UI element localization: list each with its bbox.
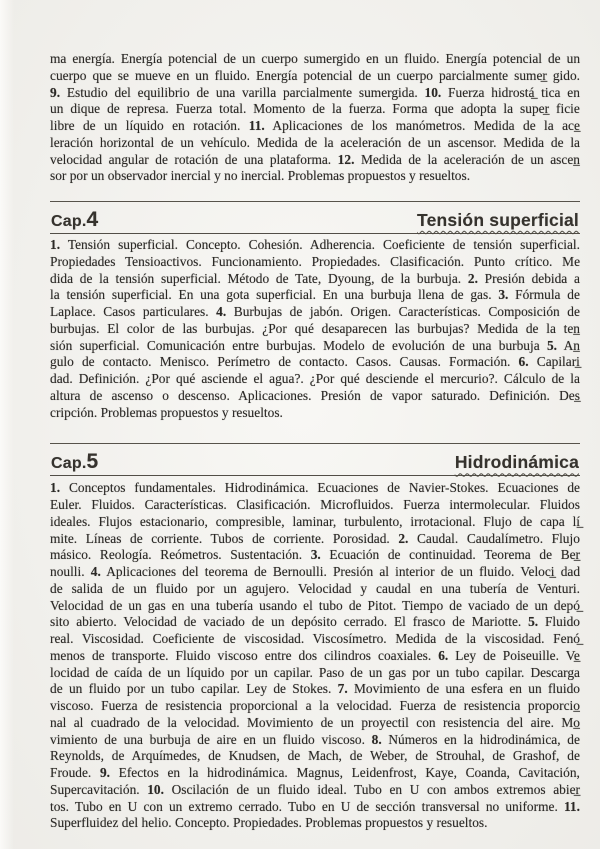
text-line: sito abierto. Velocidad de vaciado de un depósito cerrado. El frasco de Mariotte. 5. Fluido [50,614,580,630]
text-line: mite. Líneas de corriente. Tubos de corriente. Porosidad. 2. Caudal. Caudalímetro. Flujo [50,530,580,546]
text-line: real. Viscosidad. Coeficiente de viscosidad. Viscosímetro. Medida de la viscosidad. Fenó̲ [50,631,580,646]
text-line: tos. Tubo en U con un extremo cerrado. Tubo en U de sección transversal no uniforme. 11. [50,798,580,814]
text-line: locidad de caída de un líquido por un capilar. Paso de un gas por un tubo capilar. Descarga [50,664,581,680]
text-line: menos de transporte. Fluido viscoso entre dos cilindros coaxiales. 6. Ley de Poiseuille. Ve̲ [50,647,580,663]
text-line: 9. Estudio del equilibrio de una varilla parcialmente sumergida. 10. Fuerza hidrostá̲ tica en [50,84,580,100]
text-line: libre de un líquido en rotación. 11. Aplicaciones de los manómetros. Medida de la ace̲ [50,118,580,133]
text-line: sor por un observador inercial y no inercial. Problemas propuestos y resueltos. [50,168,471,184]
text-line: leración horizontal de un vehículo. Medida de la aceleración de un ascensor. Medida de la [50,134,580,150]
text-line: de salida de un fluido por un agujero. Velocidad y caudal en una tubería de Venturi. [50,580,581,596]
chapter-4-paragraph [50,237,580,421]
chapter-5-header [50,443,580,476]
chapter-5-title: Hidrodinámica [454,452,579,473]
chapter-number: 4 [86,208,99,231]
chapter-label-text: Cap. [51,455,87,473]
text-line: másico. Reología. Reómetros. Sustentación. 3. Ecuación de continuidad. Teorema de Ber̲ [50,547,581,563]
chapter-number: 5 [86,450,99,474]
text-line: nal al cuadrado de la velocidad. Movimiento de un proyectil con resistencia del aire. Mo̲ [50,714,580,730]
text-line: Euler. Fluidos. Características. Clasificación. Microfluidos. Fuerza intermolecular. Fluidos [50,497,580,512]
text-line: altura de ascenso o descenso. Aplicaciones. Presión de vapor saturado. Definición. Des̲ [50,387,580,403]
intro-paragraph-lines [50,51,580,185]
chapter-5-paragraph [50,480,580,832]
text-line: ideales. Flujos estacionario, compresible, laminar, turbulento, irrotacional. Flujo de capa lí̲ [50,513,581,529]
chapter-4-label [51,208,98,232]
text-line: noulli. 4. Aplicaciones del teorema de Bernoulli. Presión al interior de un fluido. Veloci̲ dad [50,564,581,579]
intro-paragraph [50,51,580,185]
text-line: vimiento de una burbuja de aire en un fluido viscoso. 8. Números en la hidrodinámica, de [50,731,580,747]
text-line: viscoso. Fuerza de resistencia proporcional a la velocidad. Fuerza de resistencia proporcio̲ [50,698,580,713]
text-line: velocidad angular de rotación de una plataforma. 12. Medida de la aceleración de un ascen̲ [50,151,580,167]
text-line: 1. Tensión superficial. Concepto. Cohesión. Adherencia. Coeficiente de tensión superficial. [50,237,580,252]
text-line: la tensión superficial. En una gota superficial. En una burbuja llena de gas. 3. Fórmula de [50,287,580,303]
chapter-5-label [51,450,98,474]
text-line: cuerpo que se mueve en un fluido. Energía potencial de un cuerpo parcialmente sumer̲ gido. [50,67,581,83]
text-line: sión superficial. Comunicación entre burbujas. Modelo de evolución de una burbuja 5. An̲ [50,337,580,353]
chapter-4-section [50,201,580,421]
text-line: burbujas. El color de las burbujas. ¿Por qué desaparecen las burbujas? Medida de la ten̲ [50,320,580,336]
text-line: Superfluidez del helio. Concepto. Propiedades. Problemas propuestos y resueltos. [50,815,488,831]
text-line: Froude. 9. Efectos en la hidrodinámica. Magnus, Leidenfrost, Kaye, Coanda, Cavitación, [50,765,580,780]
text-line: Reynolds, de Arquímedes, de Knudsen, de Mach, de Weber, de Strouhal, de Grashof, de [50,748,580,764]
chapter-4-title: Tensión superficial [417,210,579,230]
text-line: un dique de represa. Fuerza total. Momento de la fuerza. Forma que adopta la super̲ ficie [50,101,580,117]
text-line: de un fluido por un tubo capilar. Ley de Stokes. 7. Movimiento de una esfera en un fluido [50,681,580,697]
chapter-5-section [50,443,580,832]
text-line: Supercavitación. 10. Oscilación de un fluido ideal. Tubo en U con ambos extremos abier̲ [50,781,580,797]
chapter-label-text: Cap. [51,213,87,230]
text-line: cripción. Problemas propuestos y resueltos. [50,404,283,420]
text-line: 1. Conceptos fundamentales. Hidrodinámica. Ecuaciones de Navier-Stokes. Ecuaciones de [50,480,580,496]
text-line: dad. Definición. ¿Por qué asciende el agua?. ¿Por qué desciende el mercurio?. Cálculo de la [50,371,580,386]
text-line: Laplace. Casos particulares. 4. Burbujas de jabón. Origen. Características. Composición de [50,304,580,319]
text-line: Propiedades Tensioactivos. Funcionamiento. Propiedades. Clasificación. Punto crítico. Me [50,253,581,269]
chapter-4-header [50,201,580,234]
text-line: Velocidad de un gas en una tubería usando el tubo de Pitot. Tiempo de vaciado de un depó̲ [50,597,580,613]
text-line: gulo de contacto. Menisco. Perímetro de contacto. Casos. Causas. Formación. 6. Capilari̲ [50,354,580,370]
text-line: dida de la tensión superficial. Método de Tate, Dyoung, de la burbuja. 2. Presión debida a [50,270,580,286]
text-line: ma energía. Energía potencial de un cuerpo sumergido en un fluido. Energía potencial de un [50,51,581,66]
text-column [50,51,580,832]
